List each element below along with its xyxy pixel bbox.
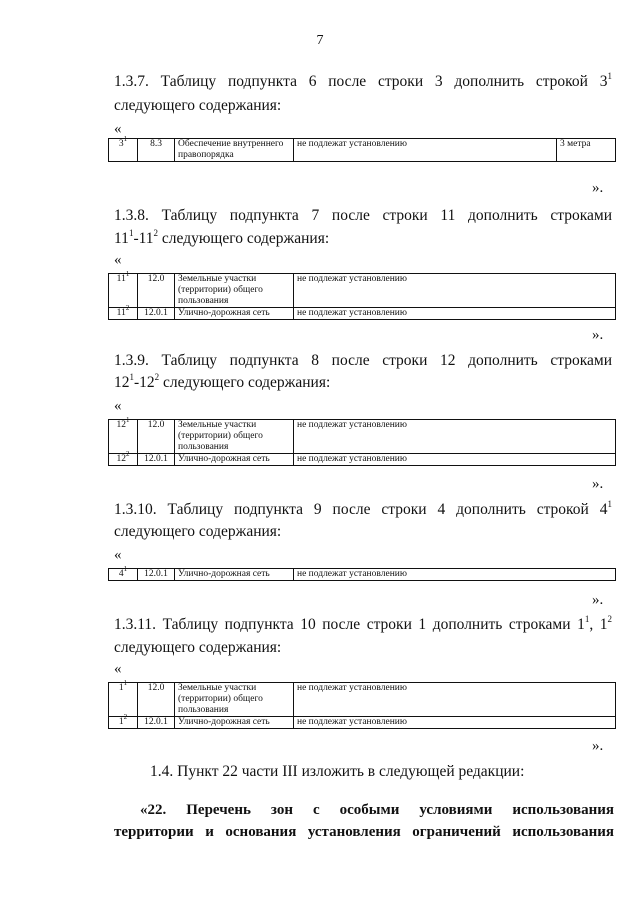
table-1 — [108, 134, 616, 162]
table-row — [109, 454, 616, 466]
table-cell-name: Улично-дорожная сеть — [175, 569, 294, 581]
quote-close: ». — [592, 327, 604, 343]
quote-open: « — [114, 661, 122, 677]
table-cell-value: не подлежат установлению — [294, 717, 616, 729]
table-cell-number: $11^1$ — [109, 274, 138, 308]
table-cell-value: не подлежат установлению — [294, 454, 616, 466]
table-cell-value: не подлежат установлению — [294, 569, 616, 581]
table-cell-name: Земельные участки (территории) общего пользования — [175, 420, 294, 454]
table-cell-value: не подлежат установлению — [294, 420, 616, 454]
table-row — [109, 683, 616, 717]
table-cell-number: $3^1$ — [109, 139, 138, 162]
quote-close: ». — [592, 180, 604, 196]
table-cell-code: 12.0 — [138, 420, 175, 454]
quote-open: « — [114, 398, 122, 414]
paragraph-1-3-11-cont: следующего содержания: — [114, 639, 282, 656]
table-cell-number: $1^2$ — [109, 717, 138, 729]
paragraph-1-3-7-cont: следующего содержания: — [114, 97, 282, 114]
paragraph-1-3-8: 1.3.8. Таблицу подпункта 7 после строки 11 дополнить строками — [114, 207, 612, 224]
table-5 — [108, 678, 616, 729]
section-heading-line-1: «22. Перечень зон с особыми условиями использования — [140, 802, 614, 818]
table-row — [109, 139, 616, 162]
paragraph-1-3-7: 1.3.7. Таблицу подпункта 6 после строки 3 дополнить строкой $3^1$ — [114, 70, 612, 90]
table-cell-value: не подлежат установлению — [294, 308, 616, 320]
table-cell-name: Улично-дорожная сеть — [175, 308, 294, 320]
table-cell-name: Обеспечение внутреннего правопорядка — [175, 139, 294, 162]
table-cell-value: не подлежат установлению — [294, 683, 616, 717]
table-cell-code: 12.0.1 — [138, 717, 175, 729]
quote-close: ». — [592, 738, 604, 754]
table-row — [109, 308, 616, 320]
table-row — [109, 274, 616, 308]
table-cell-value: не подлежат установлению — [294, 139, 557, 162]
paragraph-1-3-8-cont: $11^1-11^2$ следующего содержания: — [114, 227, 330, 247]
table-cell-number: $1^1$ — [109, 683, 138, 717]
table-cell-code: 12.0.1 — [138, 569, 175, 581]
table-cell-code: 12.0 — [138, 274, 175, 308]
section-heading-line-2: территории и основания установления ограничений использования — [114, 824, 614, 840]
table-cell-code: 12.0.1 — [138, 454, 175, 466]
paragraph-1-3-11: 1.3.11. Таблицу подпункта 10 после строки 1 дополнить строками $1^1$, $1^2$ — [114, 613, 612, 633]
table-3 — [108, 415, 616, 466]
paragraph-1-3-9-cont: $12^1-12^2$ следующего содержания: — [114, 371, 331, 391]
paragraph-1-3-9: 1.3.9. Таблицу подпункта 8 после строки 12 дополнить строками — [114, 352, 612, 369]
quote-open: « — [114, 252, 122, 268]
table-cell-name: Земельные участки (территории) общего пользования — [175, 683, 294, 717]
table-cell-number: $12^1$ — [109, 420, 138, 454]
quote-open: « — [114, 547, 122, 563]
table-cell-code: 12.0 — [138, 683, 175, 717]
paragraph-1-3-10-cont: следующего содержания: — [114, 523, 282, 540]
quote-close: ». — [592, 476, 604, 492]
table-cell-name: Земельные участки (территории) общего пользования — [175, 274, 294, 308]
table-cell-name: Улично-дорожная сеть — [175, 454, 294, 466]
table-cell-name: Улично-дорожная сеть — [175, 717, 294, 729]
paragraph-1-3-10: 1.3.10. Таблицу подпункта 9 после строки 4 дополнить строкой $4^1$ — [114, 498, 612, 518]
table-cell-code: 8.3 — [138, 139, 175, 162]
table-row — [109, 420, 616, 454]
table-2 — [108, 269, 616, 320]
page-number: 7 — [316, 33, 324, 48]
table-cell-number: $11^2$ — [109, 308, 138, 320]
quote-open: « — [114, 121, 122, 137]
paragraph-1-4: 1.4. Пункт 22 части III изложить в следующей редакции: — [150, 763, 525, 780]
quote-close: ». — [592, 592, 604, 608]
table-cell-code: 12.0.1 — [138, 308, 175, 320]
table-cell-number: $12^2$ — [109, 454, 138, 466]
table-4 — [108, 564, 616, 581]
table-row — [109, 717, 616, 729]
table-cell-number: $4^1$ — [109, 569, 138, 581]
table-cell-extra: 3 метра — [557, 139, 616, 162]
table-cell-value: не подлежат установлению — [294, 274, 616, 308]
table-row — [109, 569, 616, 581]
